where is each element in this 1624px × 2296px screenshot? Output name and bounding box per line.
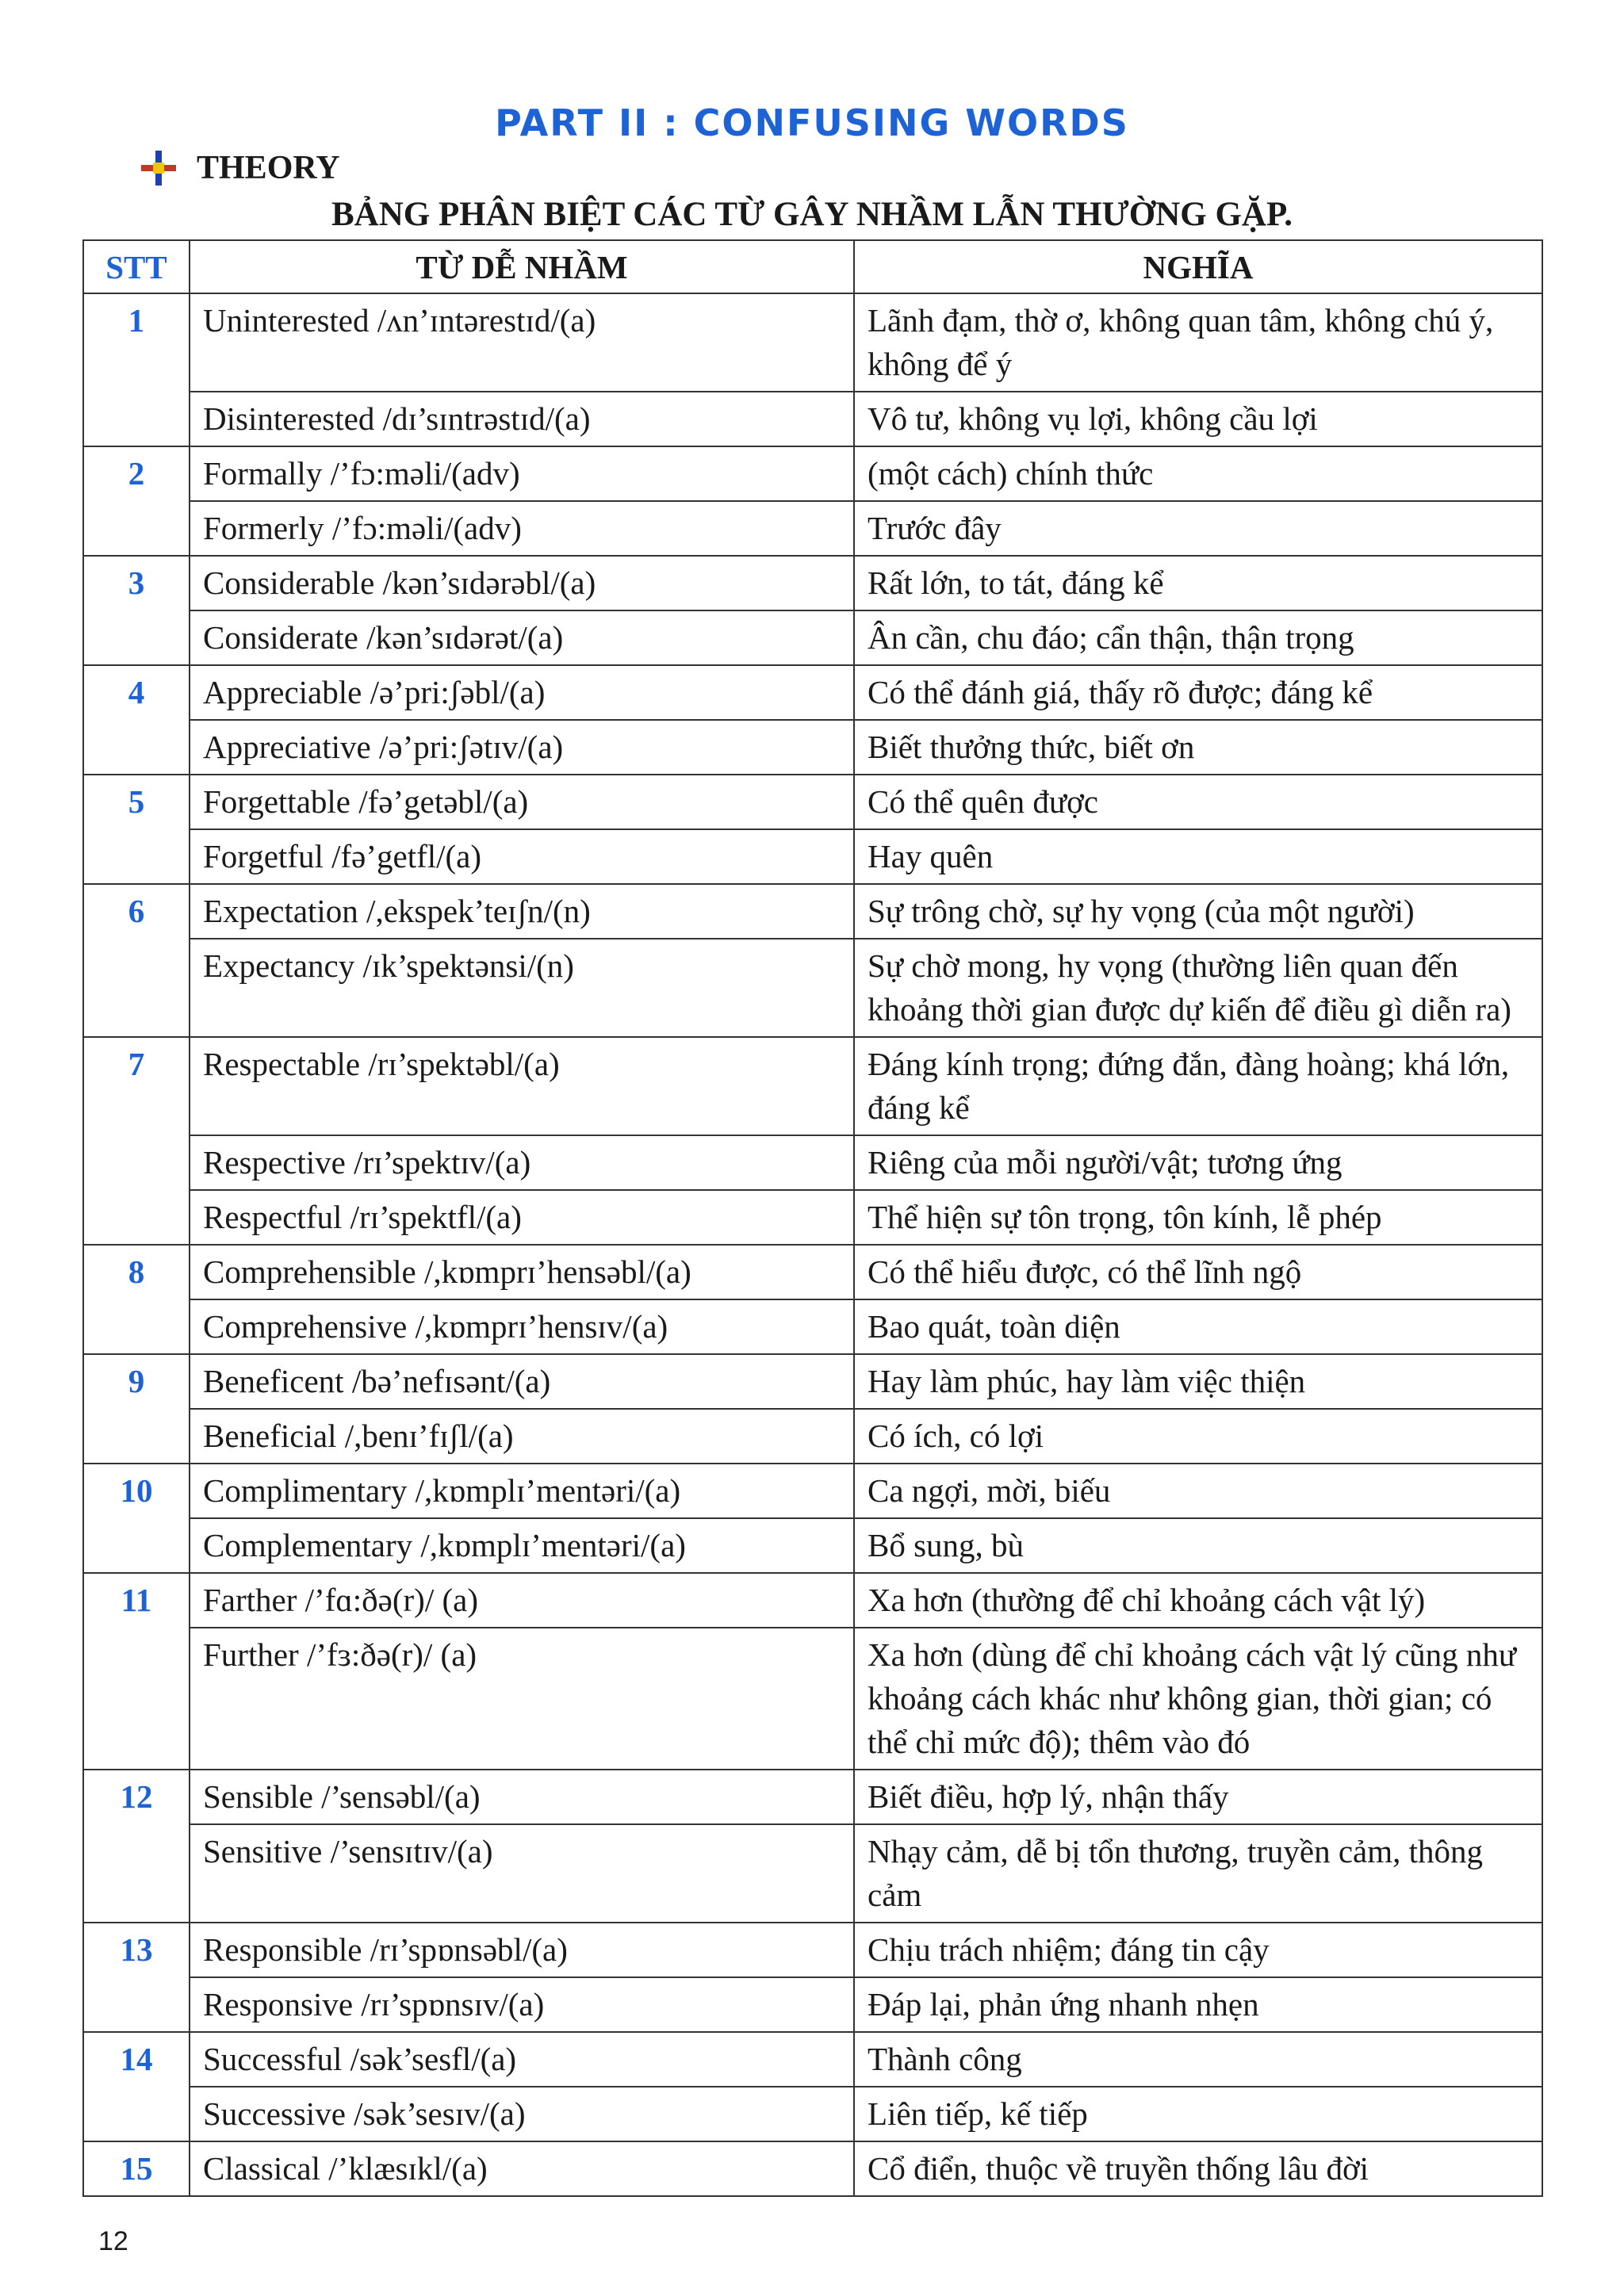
stt-cell: 4	[83, 665, 190, 720]
stt-cell: 11	[83, 1573, 190, 1628]
page-number: 12	[98, 2226, 128, 2256]
stt-cell	[83, 1977, 190, 2032]
plus-bullet-icon	[141, 151, 176, 186]
word-cell: Complimentary /,kɒmplɪ’mentəri/(a)	[190, 1464, 854, 1518]
table-row	[83, 2087, 1542, 2141]
table-row	[83, 1299, 1542, 1354]
stt-cell: 13	[83, 1923, 190, 1977]
meaning-cell: Nhạy cảm, dễ bị tổn thương, truyền cảm, thông cảm	[854, 1824, 1542, 1923]
word-cell: Classical /’klæsɪkl/(a)	[190, 2141, 854, 2196]
word-cell: Respectable /rɪ’spektəbl/(a)	[190, 1037, 854, 1135]
table-row	[83, 775, 1542, 829]
meaning-cell: Biết điều, hợp lý, nhận thấy	[854, 1770, 1542, 1824]
meaning-cell: Trước đây	[854, 501, 1542, 556]
table-row	[83, 1573, 1542, 1628]
stt-cell	[83, 2087, 190, 2141]
word-cell: Sensitive /’sensɪtɪv/(a)	[190, 1824, 854, 1923]
stt-cell	[83, 610, 190, 665]
word-cell: Expectancy /ɪk’spektənsi/(n)	[190, 939, 854, 1037]
table-row	[83, 1245, 1542, 1299]
table-row	[83, 1409, 1542, 1464]
stt-cell: 15	[83, 2141, 190, 2196]
meaning-cell: Hay quên	[854, 829, 1542, 884]
meaning-cell: (một cách) chính thức	[854, 446, 1542, 501]
meaning-cell: Ca ngợi, mời, biếu	[854, 1464, 1542, 1518]
word-cell: Expectation /,ekspek’teɪʃn/(n)	[190, 884, 854, 939]
meaning-cell: Đáng kính trọng; đứng đắn, đàng hoàng; khá lớn, đáng kể	[854, 1037, 1542, 1135]
stt-cell: 1	[83, 293, 190, 392]
meaning-cell: Biết thưởng thức, biết ơn	[854, 720, 1542, 775]
stt-cell	[83, 392, 190, 446]
word-cell: Successful /sək’sesfl/(a)	[190, 2032, 854, 2087]
word-cell: Beneficial /,benɪ’fɪʃl/(a)	[190, 1409, 854, 1464]
stt-cell	[83, 1518, 190, 1573]
word-cell: Considerate /kən’sɪdərət/(a)	[190, 610, 854, 665]
table-row	[83, 1770, 1542, 1824]
table-row	[83, 556, 1542, 610]
stt-cell: 3	[83, 556, 190, 610]
table-row	[83, 2141, 1542, 2196]
table-row	[83, 1464, 1542, 1518]
meaning-cell: Liên tiếp, kế tiếp	[854, 2087, 1542, 2141]
meaning-cell: Riêng của mỗi người/vật; tương ứng	[854, 1135, 1542, 1190]
meaning-cell: Rất lớn, to tát, đáng kể	[854, 556, 1542, 610]
table-row	[83, 1190, 1542, 1245]
word-cell: Respectful /rɪ’spektfl/(a)	[190, 1190, 854, 1245]
meaning-cell: Có ích, có lợi	[854, 1409, 1542, 1464]
table-row	[83, 392, 1542, 446]
stt-cell: 5	[83, 775, 190, 829]
stt-cell: 7	[83, 1037, 190, 1135]
confusing-words-table	[82, 239, 1543, 2197]
stt-cell: 2	[83, 446, 190, 501]
table-row	[83, 1518, 1542, 1573]
word-cell: Formerly /’fɔ:məli/(adv)	[190, 501, 854, 556]
word-cell: Farther /’fɑ:ðə(r)/ (a)	[190, 1573, 854, 1628]
stt-cell	[83, 939, 190, 1037]
word-cell: Formally /’fɔ:məli/(adv)	[190, 446, 854, 501]
meaning-cell: Bổ sung, bù	[854, 1518, 1542, 1573]
table-row	[83, 939, 1542, 1037]
meaning-cell: Có thể hiểu được, có thể lĩnh ngộ	[854, 1245, 1542, 1299]
stt-cell	[83, 1628, 190, 1770]
word-cell: Complementary /,kɒmplɪ’mentəri/(a)	[190, 1518, 854, 1573]
word-cell: Forgettable /fə’getəbl/(a)	[190, 775, 854, 829]
meaning-cell: Ân cần, chu đáo; cẩn thận, thận trọng	[854, 610, 1542, 665]
meaning-cell: Chịu trách nhiệm; đáng tin cậy	[854, 1923, 1542, 1977]
stt-cell: 6	[83, 884, 190, 939]
table-row	[83, 446, 1542, 501]
stt-cell	[83, 1135, 190, 1190]
table-row	[83, 1135, 1542, 1190]
word-cell: Uninterested /ʌn’ɪntərestɪd/(a)	[190, 293, 854, 392]
word-cell: Comprehensive /,kɒmprɪ’hensɪv/(a)	[190, 1299, 854, 1354]
table-row	[83, 1824, 1542, 1923]
stt-cell	[83, 1409, 190, 1464]
table-row	[83, 829, 1542, 884]
stt-cell: 14	[83, 2032, 190, 2087]
table-row	[83, 1923, 1542, 1977]
stt-cell	[83, 1190, 190, 1245]
stt-cell: 10	[83, 1464, 190, 1518]
table-row	[83, 1977, 1542, 2032]
stt-cell: 8	[83, 1245, 190, 1299]
stt-cell	[83, 1299, 190, 1354]
table-row	[83, 2032, 1542, 2087]
stt-cell: 12	[83, 1770, 190, 1824]
table-subtitle: BẢNG PHÂN BIỆT CÁC TỪ GÂY NHẦM LẪN THƯỜNG GẶP.	[331, 196, 1293, 233]
word-cell: Beneficent /bə’nefɪsənt/(a)	[190, 1354, 854, 1409]
word-cell: Disinterested /dɪ’sɪntrəstɪd/(a)	[190, 392, 854, 446]
meaning-cell: Thành công	[854, 2032, 1542, 2087]
word-cell: Responsible /rɪ’spɒnsəbl/(a)	[190, 1923, 854, 1977]
word-cell: Appreciative /ə’pri:ʃətɪv/(a)	[190, 720, 854, 775]
table-row	[83, 610, 1542, 665]
meaning-cell: Có thể đánh giá, thấy rõ được; đáng kể	[854, 665, 1542, 720]
table-row	[83, 720, 1542, 775]
stt-cell	[83, 501, 190, 556]
stt-cell	[83, 829, 190, 884]
word-cell: Responsive /rɪ’spɒnsɪv/(a)	[190, 1977, 854, 2032]
meaning-cell: Cổ điển, thuộc về truyền thống lâu đời	[854, 2141, 1542, 2196]
stt-cell: 9	[83, 1354, 190, 1409]
table-row	[83, 884, 1542, 939]
meaning-cell: Lãnh đạm, thờ ơ, không quan tâm, không chú ý, không để ý	[854, 293, 1542, 392]
theory-label: THEORY	[197, 150, 340, 186]
part-title: PART II : CONFUSING WORDS	[495, 101, 1129, 144]
header-word: TỪ DỄ NHẦM	[190, 240, 854, 293]
word-cell: Further /’fɜ:ðə(r)/ (a)	[190, 1628, 854, 1770]
word-cell: Considerable /kən’sɪdərəbl/(a)	[190, 556, 854, 610]
table-row	[83, 501, 1542, 556]
meaning-cell: Xa hơn (dùng để chỉ khoảng cách vật lý cũng như khoảng cách khác như không gian, thời gian; có thể chỉ mức độ); thêm vào đó	[854, 1628, 1542, 1770]
meaning-cell: Vô tư, không vụ lợi, không cầu lợi	[854, 392, 1542, 446]
header-meaning: NGHĨA	[854, 240, 1542, 293]
table-row	[83, 1037, 1542, 1135]
word-cell: Forgetful /fə’getfl/(a)	[190, 829, 854, 884]
stt-cell	[83, 1824, 190, 1923]
table-row	[83, 293, 1542, 392]
meaning-cell: Sự chờ mong, hy vọng (thường liên quan đến khoảng thời gian được dự kiến để điều gì diễn ra)	[854, 939, 1542, 1037]
theory-heading	[141, 149, 340, 187]
word-cell: Successive /sək’sesɪv/(a)	[190, 2087, 854, 2141]
word-cell: Sensible /’sensəbl/(a)	[190, 1770, 854, 1824]
header-stt: STT	[83, 240, 190, 293]
table-row	[83, 1354, 1542, 1409]
meaning-cell: Có thể quên được	[854, 775, 1542, 829]
table-header-row	[83, 240, 1542, 293]
meaning-cell: Hay làm phúc, hay làm việc thiện	[854, 1354, 1542, 1409]
meaning-cell: Đáp lại, phản ứng nhanh nhẹn	[854, 1977, 1542, 2032]
meaning-cell: Sự trông chờ, sự hy vọng (của một người)	[854, 884, 1542, 939]
meaning-cell: Xa hơn (thường để chỉ khoảng cách vật lý)	[854, 1573, 1542, 1628]
word-cell: Comprehensible /,kɒmprɪ’hensəbl/(a)	[190, 1245, 854, 1299]
meaning-cell: Bao quát, toàn diện	[854, 1299, 1542, 1354]
table-row	[83, 1628, 1542, 1770]
word-cell: Respective /rɪ’spektɪv/(a)	[190, 1135, 854, 1190]
stt-cell	[83, 720, 190, 775]
word-cell: Appreciable /ə’pri:ʃəbl/(a)	[190, 665, 854, 720]
table-row	[83, 665, 1542, 720]
meaning-cell: Thể hiện sự tôn trọng, tôn kính, lễ phép	[854, 1190, 1542, 1245]
